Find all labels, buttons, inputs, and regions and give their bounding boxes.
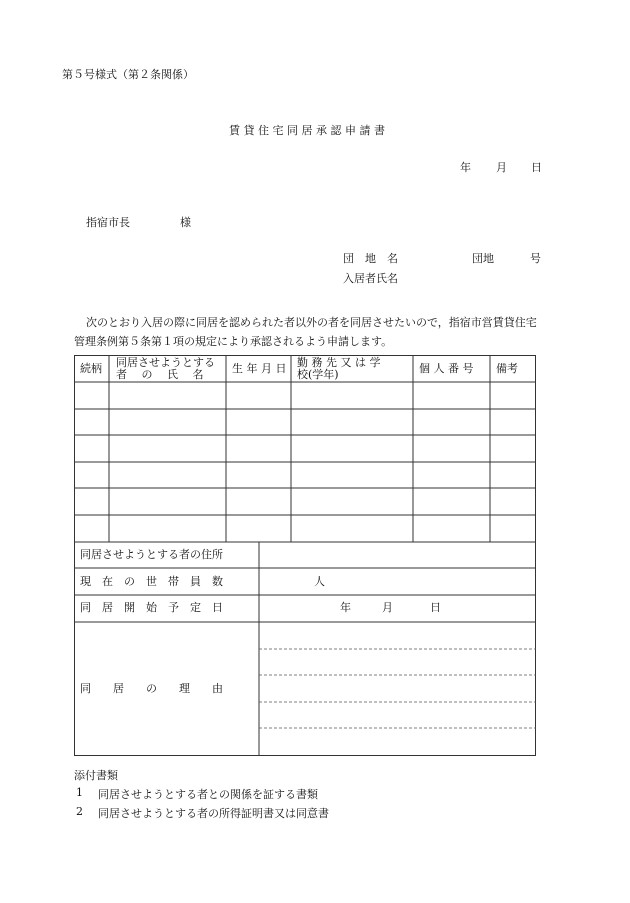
danchi-name-label: 団 地 名 xyxy=(343,252,398,265)
household-count-label: 現 在 の 世 帯 員 数 xyxy=(80,575,223,588)
header-workplace-line2: 校(学年) xyxy=(297,368,339,381)
number-suffix: 号 xyxy=(530,252,541,265)
start-date-day: 日 xyxy=(430,601,441,614)
start-date-label: 同 居 開 始 予 定 日 xyxy=(80,601,223,614)
document-title: 賃 貸 住 宅 同 居 承 認 申 請 書 xyxy=(229,124,385,137)
start-date-year: 年 xyxy=(340,601,351,614)
attachment-1-number: 1 xyxy=(76,786,83,799)
member-rows xyxy=(74,382,536,542)
header-my-number: 個 人 番 号 xyxy=(419,362,474,375)
body-text-line2: 管理条例第５条第１項の規定により承認されるよう申請します。 xyxy=(74,335,393,348)
date-month-label: 月 xyxy=(496,161,507,174)
table-row[interactable] xyxy=(74,409,536,435)
date-day-label: 日 xyxy=(531,161,542,174)
header-workplace-line1: 勤 務 先 又 は 学 xyxy=(297,356,381,369)
address-field[interactable] xyxy=(260,543,535,568)
resident-name-label: 入居者氏名 xyxy=(343,272,398,285)
reason-label: 同 居 の 理 由 xyxy=(80,682,223,695)
table-row[interactable] xyxy=(74,488,536,515)
address-label: 同居させようとする者の住所 xyxy=(80,548,223,561)
addressee-name: 指宿市長 xyxy=(86,216,130,229)
header-remarks: 備考 xyxy=(496,362,518,375)
start-date-month: 月 xyxy=(382,601,393,614)
header-name-line1: 同居させようとする xyxy=(116,356,215,369)
header-birth-date: 生 年 月 日 xyxy=(232,362,287,375)
reason-field[interactable] xyxy=(260,623,535,755)
table-row[interactable] xyxy=(74,382,536,409)
attachments-heading: 添付書類 xyxy=(74,769,118,782)
attachment-2-number: 2 xyxy=(76,805,83,818)
danchi-number-label: 団地 xyxy=(472,252,494,265)
form-number: 第５号様式（第２条関係） xyxy=(62,68,194,81)
header-name-line2: 者 の 氏 名 xyxy=(116,368,204,381)
household-count-unit: 人 xyxy=(314,575,325,588)
application-table xyxy=(74,355,536,756)
attachment-2-text: 同居させようとする者の所得証明書又は同意書 xyxy=(98,807,329,820)
date-year-label: 年 xyxy=(460,161,471,174)
attachment-1-text: 同居させようとする者との関係を証する書類 xyxy=(98,788,318,801)
table-row[interactable] xyxy=(74,515,536,542)
table-row[interactable] xyxy=(74,462,536,488)
body-text-line1: 次のとおり入居の際に同居を認められた者以外の者を同居させたいので，指宿市営賃貸住宅 xyxy=(86,316,537,329)
table-row[interactable] xyxy=(74,435,536,462)
addressee-honorific: 様 xyxy=(180,216,191,229)
header-relation: 続柄 xyxy=(80,362,102,375)
